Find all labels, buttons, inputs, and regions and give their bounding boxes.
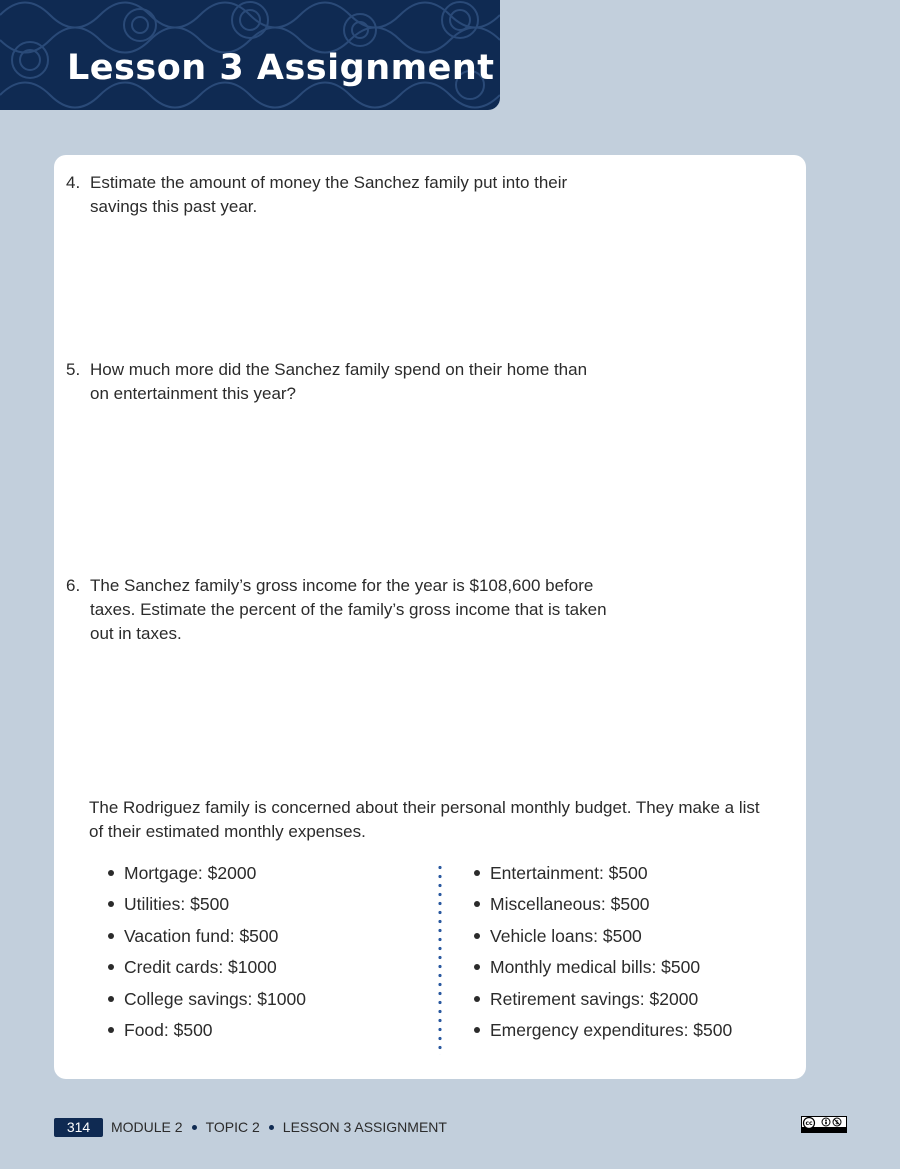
svg-text:$: $ bbox=[835, 1120, 839, 1126]
breadcrumb-lesson: LESSON 3 ASSIGNMENT bbox=[282, 1119, 447, 1135]
bullet-separator-icon bbox=[192, 1125, 197, 1130]
list-item: Vehicle loans: $500 bbox=[472, 924, 732, 955]
question-line: out in taxes. bbox=[90, 624, 182, 643]
question-text bbox=[90, 171, 567, 219]
intro-line: The Rodriguez family is concerned about their personal monthly budget. They make a list bbox=[89, 798, 760, 817]
question-line: on entertainment this year? bbox=[90, 384, 297, 403]
bullet-separator-icon bbox=[269, 1125, 274, 1130]
list-item: Retirement savings: $2000 bbox=[472, 987, 732, 1018]
dotted-divider bbox=[438, 863, 442, 1055]
breadcrumb-topic: TOPIC 2 bbox=[205, 1119, 260, 1135]
list-item: Vacation fund: $500 bbox=[106, 924, 306, 955]
question-line: taxes. Estimate the percent of the family’s gross income that is taken bbox=[90, 600, 607, 619]
list-item: Monthly medical bills: $500 bbox=[472, 955, 732, 986]
question-number: 6. bbox=[66, 576, 81, 595]
list-item: Credit cards: $1000 bbox=[106, 955, 306, 986]
page-title: Lesson 3 Assignment bbox=[67, 48, 495, 88]
lesson-header-banner bbox=[0, 0, 500, 110]
question-line: savings this past year. bbox=[90, 197, 258, 216]
expense-list-right bbox=[472, 861, 732, 1049]
page-number: 314 bbox=[54, 1118, 103, 1137]
expense-list-left bbox=[106, 861, 306, 1049]
breadcrumb-module: MODULE 2 bbox=[111, 1119, 183, 1135]
assignment-card bbox=[54, 155, 806, 1079]
question-number: 4. bbox=[66, 173, 81, 192]
list-item: Mortgage: $2000 bbox=[106, 861, 306, 892]
question-text bbox=[90, 574, 607, 646]
breadcrumb bbox=[111, 1118, 447, 1137]
list-item: Emergency expenditures: $500 bbox=[472, 1018, 732, 1049]
question-number: 5. bbox=[66, 360, 81, 379]
rodriguez-intro bbox=[89, 796, 789, 844]
question-text bbox=[90, 358, 587, 406]
question-line: How much more did the Sanchez family spend on their home than bbox=[90, 360, 588, 379]
list-item: Utilities: $500 bbox=[106, 892, 306, 923]
list-item: Food: $500 bbox=[106, 1018, 306, 1049]
list-item: Entertainment: $500 bbox=[472, 861, 732, 892]
list-item: College savings: $1000 bbox=[106, 987, 306, 1018]
intro-line: of their estimated monthly expenses. bbox=[89, 822, 366, 841]
question-line: Estimate the amount of money the Sanchez family put into their bbox=[90, 173, 568, 192]
creative-commons-by-nc-icon bbox=[801, 1116, 847, 1133]
license-cc-text: cc bbox=[805, 1120, 813, 1128]
list-item: Miscellaneous: $500 bbox=[472, 892, 732, 923]
question-line: The Sanchez family’s gross income for the year is $108,600 before bbox=[90, 576, 594, 595]
